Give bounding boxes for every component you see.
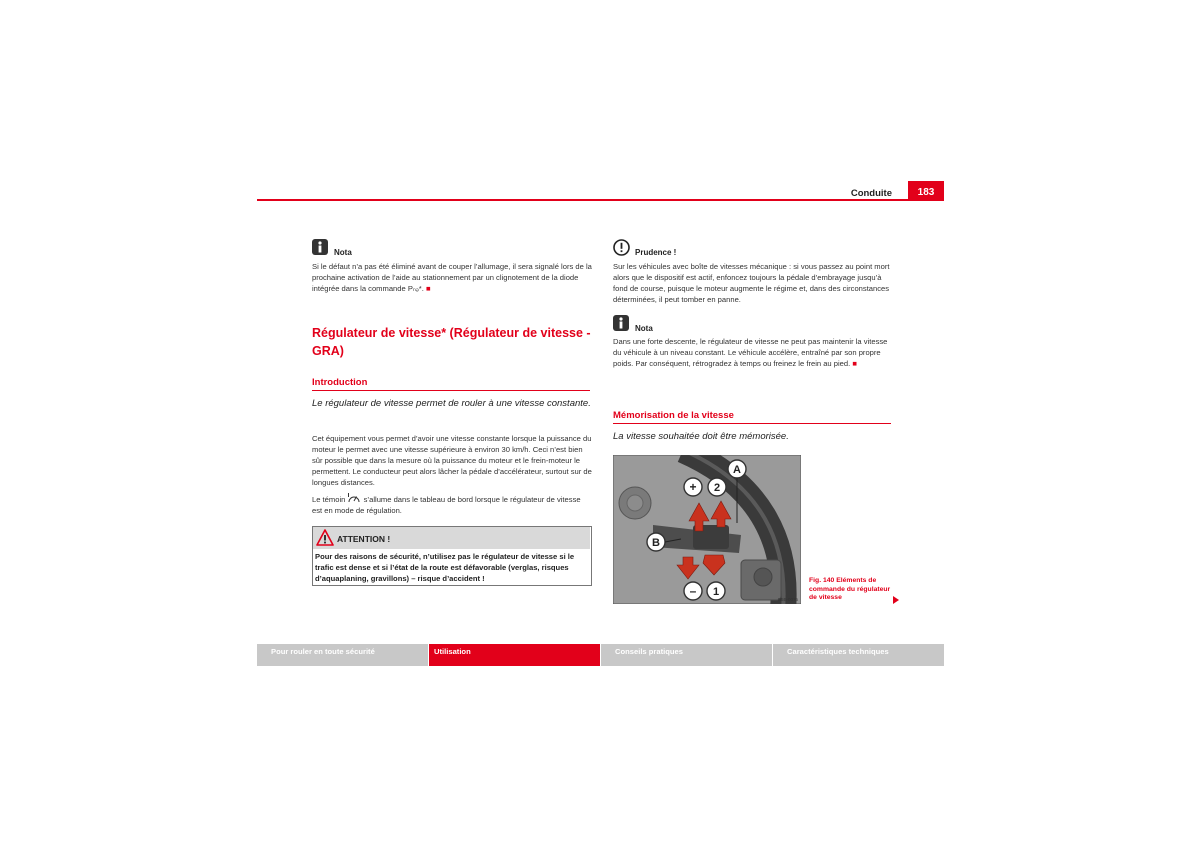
note-text: Dans une forte descente, le régulateur de vitesse ne peut pas maintenir la vitesse du véhicule à un niveau constant. Le véhicule accélère, entraîné par son propre poids. Par conséquent, rétrogradez à temps ou freinez le frein au pied. ■ [613, 337, 888, 368]
continue-arrow-icon [893, 596, 899, 604]
footer-tab-conseils[interactable]: Conseils pratiques [601, 644, 772, 666]
caution-icon [613, 239, 630, 256]
warning-title: ATTENTION ! [337, 534, 391, 544]
memorisation-rule [613, 423, 891, 424]
end-marker-icon: ■ [425, 284, 431, 293]
intro-lead: Le régulateur de vitesse permet de rouler à une vitesse constante. [312, 398, 591, 409]
header-rule [257, 199, 944, 201]
intro-paragraph-1: Cet équipement vous permet d’avoir une vitesse constante lorsque la puissance du moteur le permet avec une vitesse supérieure à environ 30 km/h. Ceci n’est bien sûr possible que dans la mesure où la puissance du moteur et le frein-moteur le permettent. Le conducteur peut alors lâcher la pédale d’accélérateur, surtout sur de longues distances. [312, 434, 592, 487]
memorisation-heading: Mémorisation de la vitesse [613, 410, 734, 421]
intro-heading: Introduction [312, 377, 368, 388]
caution-text: Sur les véhicules avec boîte de vitesses mécanique : si vous passez au point mort alors que le dispositif est actif, enfoncez toujours la pédale d’embrayage jusqu’à fond de course, puisque le moteur augmente le régime et, dans des circonstances déterminées, il peut tomber en panne. [613, 262, 890, 304]
cruise-control-indicator-icon [347, 493, 361, 503]
page-number: 183 [908, 181, 944, 201]
label-b [647, 533, 665, 551]
info-icon [613, 315, 629, 331]
label-1 [707, 582, 725, 600]
svg-text:2: 2 [713, 482, 721, 494]
info-icon [312, 239, 328, 255]
caution-heading: Prudence ! [635, 248, 677, 257]
running-header-section: Conduite [850, 188, 892, 199]
figure-code: B5B-0075 [777, 597, 798, 602]
footer-tab-utilisation[interactable]: Utilisation [429, 644, 600, 666]
svg-text:A: A [733, 464, 741, 476]
label-2 [708, 478, 726, 496]
memorisation-lead: La vitesse souhaitée doit être mémorisée. [613, 431, 789, 442]
svg-text:–: – [689, 584, 697, 598]
intro-paragraph-2: Le témoin s’allume dans le tableau de bord lorsque le régulateur de vitesse est en mode de régulation. [312, 495, 581, 515]
note-text: Si le défaut n’a pas été éliminé avant de couper l’allumage, il sera signalé lors de la prochaine activation de l’aide au stationnement par un clignotement de la diode intégrée dans la commande Pₙₔ*. ■ [312, 262, 592, 293]
note-heading: Nota [334, 248, 352, 257]
intro-rule [312, 390, 590, 391]
plus-button-label [684, 478, 702, 496]
footer-tab-caracteristiques[interactable]: Caractéristiques techniques [773, 644, 944, 666]
svg-text:+: + [689, 480, 697, 494]
svg-text:B: B [652, 537, 660, 549]
figure-caption: Fig. 140 Eléments de commande du régulateur de vitesse [809, 577, 891, 601]
end-marker-icon: ■ [852, 359, 857, 368]
warning-text: Pour des raisons de sécurité, n’utilisez pas le régulateur de vitesse si le trafic est dense et si l’état de la route est défavorable (verglas, risques d’aquaplaning, gravillons) – risque d’accident ! [315, 552, 575, 583]
section-title: Régulateur de vitesse* (Régulateur de vitesse - GRA) [312, 326, 591, 358]
note-heading: Nota [635, 324, 653, 333]
minus-button-label [684, 582, 702, 600]
label-a [728, 460, 746, 478]
footer-tab-securite[interactable]: Pour rouler en toute sécurité [257, 644, 428, 666]
warning-triangle-icon [316, 529, 334, 546]
svg-text:1: 1 [712, 586, 720, 598]
cruise-control-figure [613, 455, 801, 604]
